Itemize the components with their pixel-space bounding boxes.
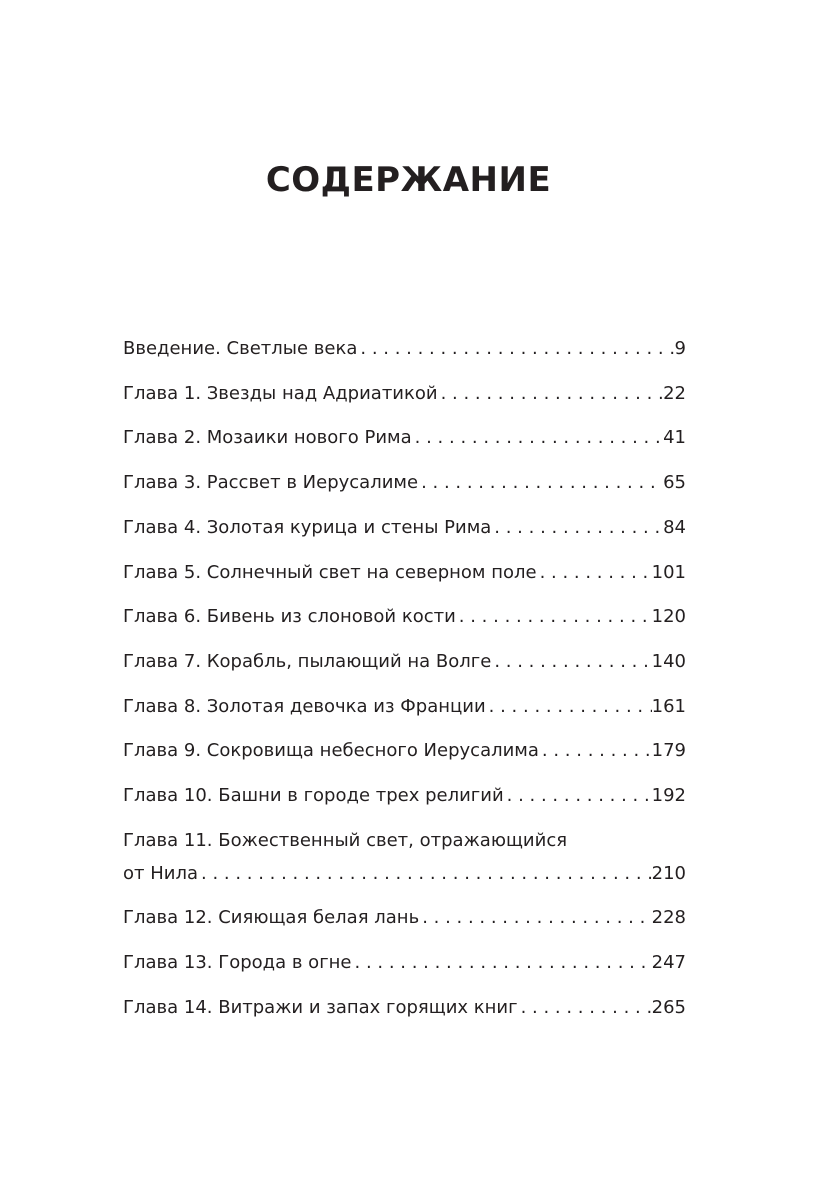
dot-leader [412,425,663,451]
toc-entry-title: Глава 1. Звезды над Адриатикой [123,383,438,404]
toc-entry-chapter-14[interactable] [123,995,686,1021]
toc-entry-title: Глава 6. Бивень из слоновой кости [123,606,456,627]
toc-page-number: 228 [651,907,686,928]
toc-page-number: 41 [663,427,686,448]
toc-entry-title: Глава 10. Башни в городе трех религий [123,785,504,806]
toc-entry-chapter-9[interactable] [123,738,686,764]
toc-entry-title: Глава 9. Сокровища небесного Иерусалима [123,740,539,761]
toc-entry-chapter-12[interactable] [123,905,686,931]
toc-entry-chapter-5[interactable] [123,560,686,586]
dot-leader [352,950,652,976]
toc-entry-title: Глава 12. Сияющая белая лань [123,907,420,928]
dot-leader [198,861,652,887]
toc-page-number: 210 [651,863,686,884]
toc-entry-title: Глава 3. Рассвет в Иерусалиме [123,472,419,493]
dot-leader [518,995,652,1021]
toc-entry-chapter-4[interactable] [123,515,686,541]
toc-page-number: 65 [663,472,686,493]
toc-entry-chapter-3[interactable] [123,470,686,496]
toc-entry-title: Глава 2. Мозаики нового Рима [123,427,412,448]
toc-entry-chapter-10[interactable] [123,783,686,809]
toc-page-number: 265 [651,997,686,1018]
toc-entry-title: Глава 7. Корабль, пылающий на Волге [123,651,492,672]
toc-entry-title: Глава 8. Золотая девочка из Франции [123,696,486,717]
dot-leader [418,470,663,496]
dot-leader [537,560,652,586]
toc-page-number: 84 [663,517,686,538]
toc-entry-chapter-2[interactable] [123,425,686,451]
dot-leader [419,905,651,931]
toc-page-number: 101 [651,562,686,583]
toc-entry-title: Введение. Светлые века [123,338,358,359]
dot-leader [504,783,652,809]
toc-entry-title: Глава 5. Солнечный свет на северном поле [123,562,537,583]
toc-page-number: 161 [651,696,686,717]
toc-entry-title: Глава 14. Витражи и запах горящих книг [123,997,518,1018]
toc-entry-title-line-1: Глава 11. Божественный свет, отражающийся [123,830,568,851]
dot-leader [539,738,652,764]
toc-page-number: 9 [674,338,686,359]
toc-entry-chapter-11[interactable] [123,828,686,887]
toc-entry-chapter-8[interactable] [123,694,686,720]
toc-page-number: 179 [651,740,686,761]
toc-entry-chapter-1[interactable] [123,381,686,407]
toc-page-number: 192 [651,785,686,806]
toc-entry-title: Глава 4. Золотая курица и стены Рима [123,517,492,538]
toc-entry-chapter-7[interactable] [123,649,686,675]
toc-page-number: 247 [651,952,686,973]
dot-leader [491,649,651,675]
dot-leader [438,381,664,407]
toc-page-number: 120 [651,606,686,627]
page-title: СОДЕРЖАНИЕ [265,160,552,200]
toc-entry-chapter-13[interactable] [123,950,686,976]
toc-page-number: 140 [651,651,686,672]
dot-leader [456,604,652,630]
toc-entry-introduction[interactable] [123,336,686,362]
toc-entry-chapter-6[interactable] [123,604,686,630]
dot-leader [491,515,663,541]
dot-leader [357,336,674,362]
toc-page-number: 22 [663,383,686,404]
toc-entry-title: от Нила [123,863,198,884]
toc-entry-title: Глава 13. Города в огне [123,952,352,973]
dot-leader [486,694,652,720]
